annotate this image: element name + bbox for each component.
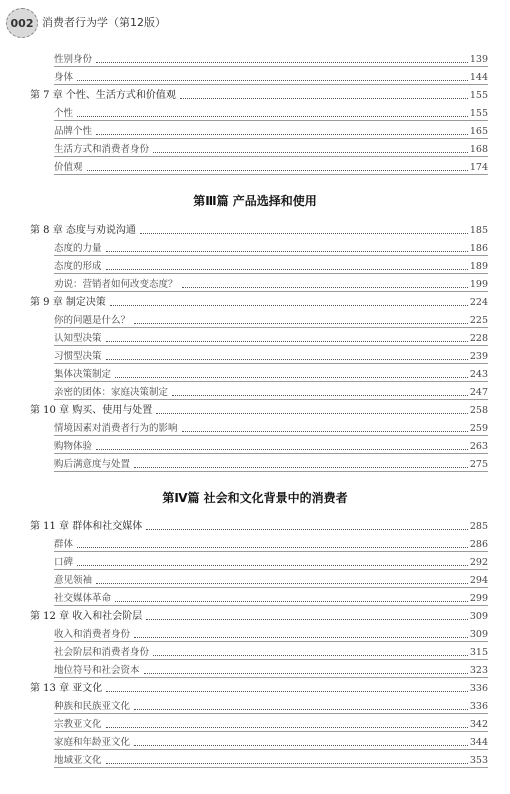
dot-leader: [156, 413, 468, 414]
page-number: 174: [469, 162, 488, 173]
page-number: 243: [469, 369, 488, 380]
toc-section-entry[interactable]: [54, 592, 488, 606]
page-number: 144: [469, 72, 488, 83]
section-title: 性别身份: [54, 54, 93, 65]
toc-section-entry[interactable]: [54, 538, 488, 552]
toc-section-entry[interactable]: [54, 350, 488, 364]
toc-section-entry[interactable]: [54, 242, 488, 256]
page-number: 228: [469, 333, 488, 344]
section-title: 购物体验: [54, 441, 93, 452]
dot-leader: [115, 601, 468, 602]
page-number-badge: 002: [6, 8, 38, 38]
page-number: 323: [469, 665, 488, 676]
section-title: 社交媒体革命: [54, 593, 112, 604]
toc-section-entry[interactable]: [54, 368, 488, 382]
toc-section-entry[interactable]: [54, 458, 488, 472]
section-title: 习惯型决策: [54, 351, 102, 362]
section-title: 价值观: [54, 162, 83, 173]
page-number: 263: [469, 441, 488, 452]
toc-chapter-entry[interactable]: [30, 296, 488, 309]
section-title: 劝说：营销者如何改变态度？: [54, 279, 178, 290]
toc-section-entry[interactable]: [54, 664, 488, 678]
section-title: 社会阶层和消费者身份: [54, 647, 150, 658]
dot-leader: [180, 98, 468, 99]
toc-section-entry[interactable]: [54, 754, 488, 768]
dot-leader: [153, 655, 468, 656]
page-number: 168: [469, 144, 488, 155]
page-number: 309: [469, 611, 488, 622]
toc-section-entry[interactable]: [54, 628, 488, 642]
dot-leader: [106, 691, 468, 692]
dot-leader: [87, 170, 468, 171]
toc-section-entry[interactable]: [54, 143, 488, 157]
page-number: 292: [469, 557, 488, 568]
toc-section-entry[interactable]: [54, 422, 488, 436]
chapter-title: 第 11 章 群体和社交媒体: [30, 521, 143, 532]
dot-leader: [134, 709, 468, 710]
toc-section-entry[interactable]: [54, 646, 488, 660]
toc-chapter-entry[interactable]: [30, 682, 488, 695]
toc-section-entry[interactable]: [54, 574, 488, 588]
dot-leader: [146, 619, 468, 620]
page-number: 336: [469, 683, 488, 694]
toc-section-entry[interactable]: [54, 736, 488, 750]
toc-section-entry[interactable]: [54, 71, 488, 85]
chapter-title: 第 13 章 亚文化: [30, 683, 103, 694]
page-number: 189: [469, 261, 488, 272]
section-title: 家庭和年龄亚文化: [54, 737, 131, 748]
page-number: 247: [469, 387, 488, 398]
dot-leader: [106, 269, 468, 270]
toc-chapter-entry[interactable]: [30, 610, 488, 623]
page-number: 294: [469, 575, 488, 586]
section-title: 地域亚文化: [54, 755, 102, 766]
toc-section-entry[interactable]: [54, 718, 488, 732]
dot-leader: [96, 583, 468, 584]
section-title: 购后满意度与处置: [54, 459, 131, 470]
dot-leader: [106, 763, 468, 764]
dot-leader: [77, 80, 468, 81]
dot-leader: [115, 377, 468, 378]
page-number: 155: [469, 108, 488, 119]
section-title: 态度的形成: [54, 261, 102, 272]
section-title: 情境因素对消费者行为的影响: [54, 423, 178, 434]
toc-section-entry[interactable]: [54, 440, 488, 454]
page-number: 225: [469, 315, 488, 326]
page-number: 336: [469, 701, 488, 712]
page-number: 299: [469, 593, 488, 604]
section-title: 口碑: [54, 557, 74, 568]
toc-section-entry[interactable]: [54, 314, 488, 328]
dot-leader: [96, 134, 468, 135]
toc-section-entry[interactable]: [54, 161, 488, 175]
dot-leader: [77, 116, 468, 117]
toc-section-entry[interactable]: [54, 107, 488, 121]
dot-leader: [77, 547, 468, 548]
section-title: 个性: [54, 108, 74, 119]
toc-section-entry[interactable]: [54, 125, 488, 139]
toc-chapter-entry[interactable]: [30, 224, 488, 237]
section-title: 意见领袖: [54, 575, 93, 586]
dot-leader: [106, 359, 468, 360]
page-number: 353: [469, 755, 488, 766]
section-title: 身体: [54, 72, 74, 83]
section-title: 群体: [54, 539, 74, 550]
dot-leader: [106, 727, 468, 728]
page-number: 285: [469, 521, 488, 532]
dot-leader: [144, 673, 468, 674]
page-number: 275: [469, 459, 488, 470]
dot-leader: [77, 565, 468, 566]
dot-leader: [153, 152, 468, 153]
page-number: 224: [469, 297, 488, 308]
dot-leader: [134, 745, 468, 746]
page-number: 239: [469, 351, 488, 362]
section-title: 亲密的团体：家庭决策制定: [54, 387, 169, 398]
page-number: 199: [469, 279, 488, 290]
section-title: 种族和民族亚文化: [54, 701, 131, 712]
toc-chapter-entry[interactable]: [30, 520, 488, 533]
section-title: 品牌个性: [54, 126, 93, 137]
toc-section-entry[interactable]: [54, 278, 488, 292]
toc-section-entry[interactable]: [54, 556, 488, 570]
chapter-title: 第 10 章 购买、使用与处置: [30, 405, 153, 416]
dot-leader: [134, 637, 468, 638]
part-title: 第Ⅲ篇 产品选择和使用: [193, 194, 317, 208]
toc-section-entry[interactable]: [54, 700, 488, 714]
dot-leader: [182, 431, 468, 432]
dot-leader: [140, 233, 468, 234]
toc-section-entry[interactable]: [54, 260, 488, 274]
chapter-title: 第 8 章 态度与劝说沟通: [30, 225, 136, 236]
dot-leader: [182, 287, 468, 288]
page-number: 344: [469, 737, 488, 748]
section-title: 收入和消费者身份: [54, 629, 131, 640]
section-title: 宗教亚文化: [54, 719, 102, 730]
dot-leader: [146, 529, 468, 530]
page-number: 342: [469, 719, 488, 730]
section-title: 地位符号和社会资本: [54, 665, 140, 676]
page-number: 258: [469, 405, 488, 416]
chapter-title: 第 9 章 制定决策: [30, 297, 106, 308]
section-title: 生活方式和消费者身份: [54, 144, 150, 155]
book-title: 消费者行为学（第12版）: [42, 16, 166, 29]
dot-leader: [106, 341, 468, 342]
section-title: 集体决策制定: [54, 369, 112, 380]
page-number: 286: [469, 539, 488, 550]
part-title: 第Ⅳ篇 社会和文化背景中的消费者: [162, 491, 348, 505]
page-number: 186: [469, 243, 488, 254]
page-number: 315: [469, 647, 488, 658]
dot-leader: [134, 467, 468, 468]
page-number: 155: [469, 90, 488, 101]
section-title: 你的问题是什么？: [54, 315, 131, 326]
section-title: 态度的力量: [54, 243, 102, 254]
page-number: 259: [469, 423, 488, 434]
page-number: 185: [469, 225, 488, 236]
page-number: 139: [469, 54, 488, 65]
page-number: 309: [469, 629, 488, 640]
dot-leader: [134, 323, 468, 324]
chapter-title: 第 12 章 收入和社会阶层: [30, 611, 143, 622]
page-number: 165: [469, 126, 488, 137]
toc-section-entry[interactable]: [54, 386, 488, 400]
page-header: [0, 0, 510, 44]
dot-leader: [106, 251, 468, 252]
toc-section-entry[interactable]: [54, 53, 488, 67]
chapter-title: 第 7 章 个性、生活方式和价值观: [30, 90, 176, 101]
dot-leader: [96, 449, 468, 450]
toc-chapter-entry[interactable]: [30, 89, 488, 102]
toc-chapter-entry[interactable]: [30, 404, 488, 417]
dot-leader: [172, 395, 468, 396]
toc-section-entry[interactable]: [54, 332, 488, 346]
dot-leader: [110, 305, 468, 306]
dot-leader: [96, 62, 468, 63]
section-title: 认知型决策: [54, 333, 102, 344]
